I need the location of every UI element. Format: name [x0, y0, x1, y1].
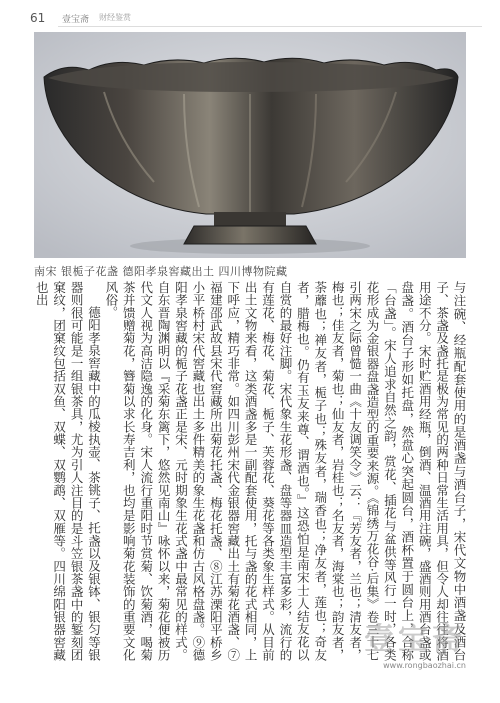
silver-cup-illustration	[34, 32, 466, 258]
section-title: 财经鉴赏	[99, 13, 131, 22]
page-number: 61	[30, 11, 46, 25]
watermark-logo: 壹宝斋	[364, 622, 466, 657]
silver-cup-photo	[34, 32, 466, 258]
article-body	[34, 281, 468, 661]
header-rule	[58, 26, 482, 27]
body-paragraph: 德阳孝泉窖藏中的瓜棱执壶、茶铫子、托盏以及银钵、银匀等银器则很可能是一组银茶具，尤为引人注目的是斗笠银茶盏中的錾刻团窠纹，团窠纹包括双鱼、双蝶、双鹦鹉、双雁等。四川绵阳银器窖藏也出	[34, 281, 102, 661]
page-header	[0, 0, 500, 30]
body-paragraph: 与注碗、经瓶配套使用的是酒盏与酒台子，宋代文物中酒盏及酒台子、茶盏及盏托是极为常见的两种日常生活用具，但令人却往往将酒用途不分。宋时贮酒用经瓶，倒酒、温酒用注碗，盛酒则用酒台盏或盘盏。酒台子形如托盘，然盘心突起圆台，酒杯置于圆台上，合称「台盏」。宋人追求自然之韵，赏花、插花与盆供等风行一时，各类花形成为金银器盘盏造型的重要来源。《锦绣万花谷·后集》卷三十七引两宋之际曾慥一曲《十友调笑令》云：『芳友者，兰也；清友者，梅也；佳友者，菊也；仙友者，岩桂也；名友者，海棠也；韵友者，荼蘼也；禅友者，栀子也；殊友者，瑞香也；净友者，莲也；奇友者，腊梅也。仍有玉友来尊、谓酒也。』这恐怕是南宋士人结友花以自赏的最好注脚。宋代象生花形盏、盘等器皿造型丰富多彩，流行的有莲花、梅花、菊花、栀子、芙蓉花、葵花等各类象生样式。从目前出土文物来看，这类酒盏多是一副配套使用，托与盏的花式相同，上下呼应，精巧非常。如四川彭州宋代金银器窖藏出土有菊花酒盏、⑦福建邵武故县宋代窖藏所出菊花托盏、梅花托盏、⑧江苏溧阳平桥乡小平桥村宋代窖藏也出土多件精美的象生花盏和仿古风格盘盏。⑨德阳孝泉窖藏的栀子花盏正是宋、元时期象生花式盏中最常见的样式。自东晋陶渊明以『采菊东篱下，悠然见南山』咏怀以来，菊花便被历代文人视为高洁隐逸的化身。宋人流行重阳时节赏菊、饮菊酒，喝菊茶并馈赠菊花，簪菊以求长寿吉利，也均是影响菊花装饰的重要文化风俗。	[103, 281, 467, 661]
photo-caption: 南宋 银栀子花盏 德阳孝泉窖藏出土 四川博物院藏	[34, 265, 288, 278]
site-watermark	[346, 614, 466, 670]
watermark-url: www.rongbaozhai.cn	[383, 661, 466, 670]
book-title: 壹宝斋	[62, 15, 90, 25]
